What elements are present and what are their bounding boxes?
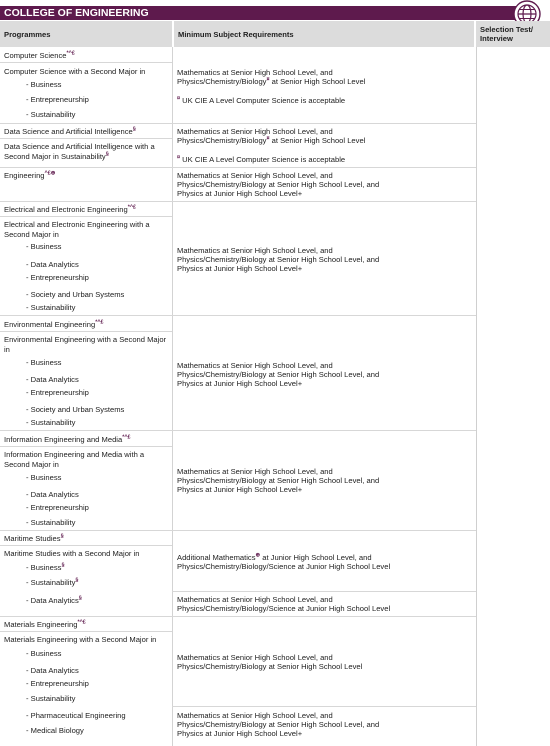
row-divider [0,631,172,632]
requirement-text: Physics/Chemistry/Biology/Science at Junior High School Level [177,562,391,571]
row-divider [0,138,172,139]
requirement-text: Mathematics at Senior High School Level, and [177,361,333,370]
row-divider [0,315,476,316]
programme-name: Maritime Studies§ [4,533,64,543]
requirement-text: Mathematics at Senior High School Level, and [177,467,333,476]
programme-name: Materials Engineering with a Second Major in [4,635,157,644]
requirement-text: Mathematics at Senior High School Level, and [177,68,333,77]
requirement-text: Physics at Junior High School Level+ [177,729,303,738]
programme-name: Environmental Engineering*^£ [4,319,104,329]
requirement-text: Physics/Chemistry/Biology at Senior High School Level, and [177,180,380,189]
second-major-item: - Entrepreneurship [26,503,89,512]
section-title: COLLEGE OF ENGINEERING [4,7,149,19]
second-major-item: - Entrepreneurship [26,679,89,688]
requirement-text: Mathematics at Senior High School Level, and [177,653,333,662]
programme-name: Materials Engineering*^£ [4,619,86,629]
row-divider [0,123,476,124]
second-major-item: - Business [26,473,62,482]
requirement-text: Physics/Chemistry/Biology¤ at Senior High School Level [177,135,366,145]
requirement-text: Physics/Chemistry/Biology at Senior High School Level, and [177,476,380,485]
second-major-item: - Business [26,649,62,658]
row-divider [0,530,476,531]
programme-name: Information Engineering and Media*^£ [4,434,131,444]
section-header [0,6,525,20]
requirement-text: Mathematics at Senior High School Level, and [177,595,333,604]
programme-name: Data Science and Artificial Intelligence with a Second Major in Sustainability§ [4,142,155,161]
requirement-text: Additional Mathematics⊕ at Junior High School Level, and [177,552,372,562]
programme-name: Computer Science with a Second Major in [4,67,146,76]
programme-name: Computer Science*^£ [4,50,75,60]
requirement-text: Mathematics at Senior High School Level, and [177,246,333,255]
programme-name: Maritime Studies with a Second Major in [4,549,140,558]
second-major-item: - Business [26,358,62,367]
second-major-item: - Society and Urban Systems [26,290,125,299]
row-divider [0,331,172,332]
second-major-item: - Pharmaceutical Engineering [26,711,126,720]
programme-name: Electrical and Electronic Engineering*^£ [4,204,137,214]
second-major-item: - Data Analytics [26,666,79,675]
second-major-item: - Sustainability [26,110,76,119]
second-major-item: - Sustainability [26,303,76,312]
second-major-item: - Entrepreneurship [26,273,89,282]
requirement-text: Physics/Chemistry/Biology at Senior High School Level [177,662,363,671]
requirement-text: Mathematics at Senior High School Level, and [177,171,333,180]
programme-name: Environmental Engineering with a Second Major in [4,335,167,354]
second-major-item: - Business§ [26,562,65,572]
requirement-text: Physics/Chemistry/Biology at Senior High School Level, and [177,370,380,379]
programme-name: Electrical and Electronic Engineering with a Second Major in [4,220,150,239]
column-header-selection: Selection Test/ Interview [476,21,550,47]
second-major-item: - Medical Biology [26,726,84,735]
second-major-item: - Sustainability [26,418,76,427]
second-major-item: - Data Analytics§ [26,595,82,605]
row-divider [0,62,172,63]
second-major-item: - Data Analytics [26,260,79,269]
column-header-programmes: Programmes [0,21,172,47]
second-major-item: - Entrepreneurship [26,95,89,104]
row-divider [0,201,476,202]
row-divider [0,446,172,447]
row-divider [0,545,172,546]
second-major-item: - Business [26,242,62,251]
programme-name: Data Science and Artificial Intelligence§ [4,126,136,136]
row-divider [172,591,476,592]
row-divider [0,216,172,217]
requirement-text: Physics/Chemistry/Biology¤ at Senior High School Level [177,76,366,86]
second-major-item: - Sustainability [26,694,76,703]
column-divider [172,47,173,746]
requirement-text: Physics/Chemistry/Biology at Senior High School Level, and [177,720,380,729]
requirement-text: Mathematics at Senior High School Level, and [177,127,333,136]
selection-column [476,47,550,746]
row-divider [0,167,476,168]
second-major-item: - Society and Urban Systems [26,405,125,414]
requirement-note: ¤ UK CIE A Level Computer Science is acceptable [177,154,346,164]
column-header-requirements: Minimum Subject Requirements [174,21,474,47]
row-divider [0,616,476,617]
second-major-item: - Data Analytics [26,490,79,499]
programme-name: Information Engineering and Media with a Second Major in [4,450,145,469]
requirement-text: Mathematics at Senior High School Level, and [177,711,333,720]
requirement-text: Physics/Chemistry/Biology/Science at Junior High School Level [177,604,391,613]
requirement-text: Physics at Junior High School Level+ [177,264,303,273]
requirement-text: Physics at Junior High School Level+ [177,485,303,494]
requirement-note: ¤ UK CIE A Level Computer Science is acceptable [177,95,346,105]
second-major-item: - Entrepreneurship [26,388,89,397]
requirement-text: Physics at Junior High School Level+ [177,379,303,388]
second-major-item: - Sustainability§ [26,577,79,587]
programme-name: Engineering^£⊕ [4,170,56,180]
requirement-text: Physics/Chemistry/Biology at Senior High School Level, and [177,255,380,264]
second-major-item: - Business [26,80,62,89]
second-major-item: - Sustainability [26,518,76,527]
row-divider [0,430,476,431]
second-major-item: - Data Analytics [26,375,79,384]
row-divider [172,706,476,707]
requirement-text: Physics at Junior High School Level+ [177,189,303,198]
